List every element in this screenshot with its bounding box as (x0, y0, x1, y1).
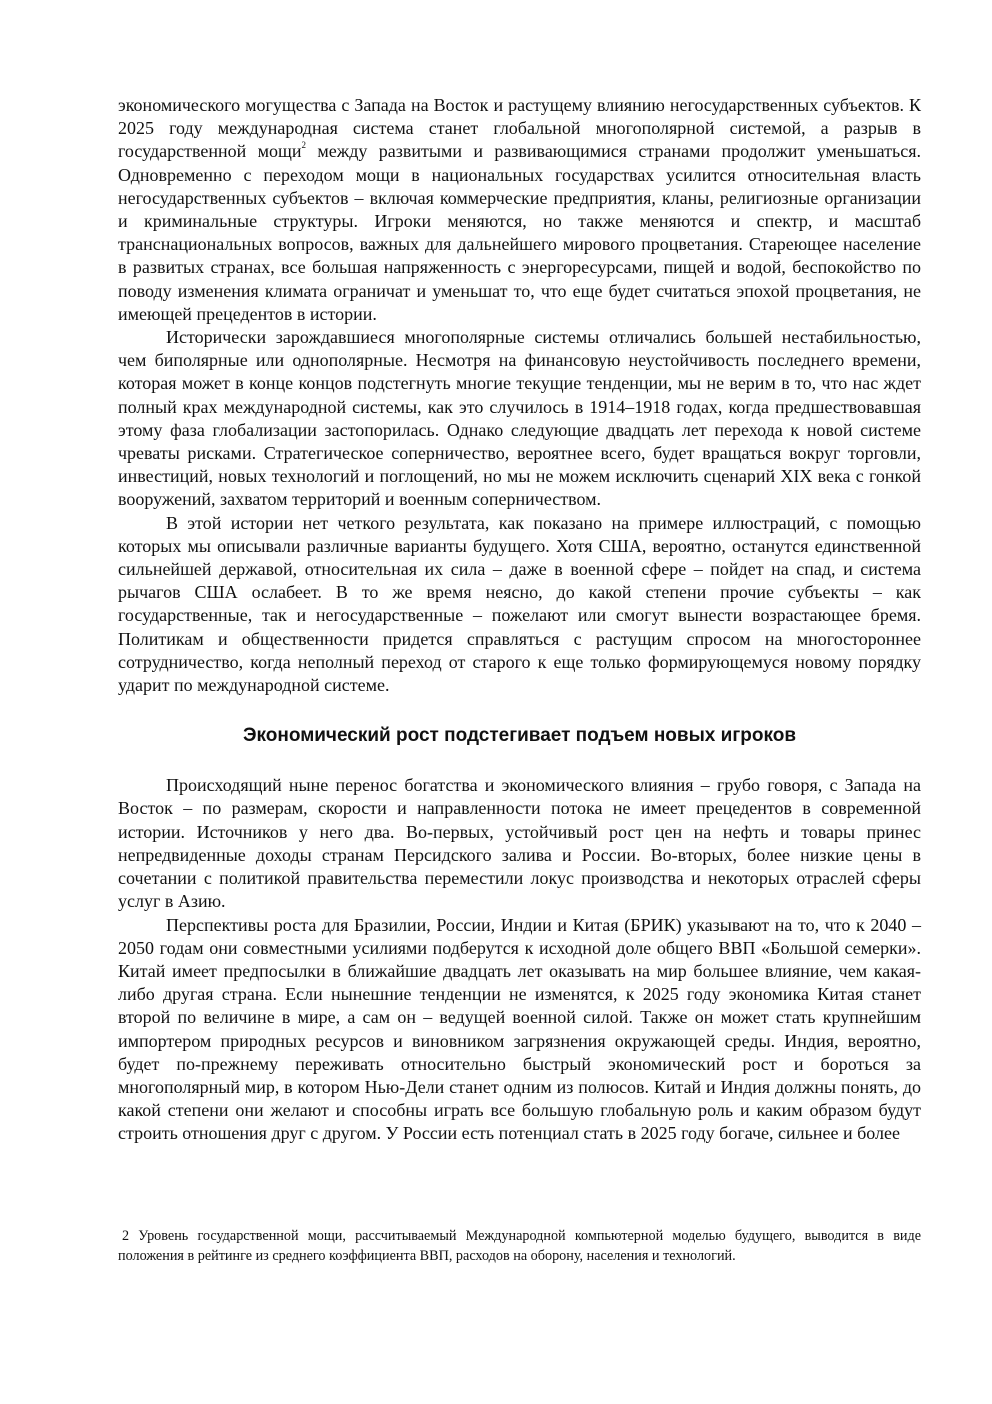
paragraph-1-text-b: между развитыми и развивающимися странами продолжит уменьшаться. Одновременно с переходом мощи в национальных государствах усилится относительная власть негосударственных субъектов – включая коммерческие предприятия, кланы, религиозные организации и криминальные структуры. Игроки меняются, но также меняются и спектр, и масштаб транснациональных вопросов, важных для дальнейшего мирового процветания. Стареющее население в развитых странах, все большая напряженность с энергоресурсами, пищей и водой, беспокойство по поводу изменения климата ограничат и уменьшат то, что еще будет считаться эпохой процветания, не имеющей прецедентов в истории. (118, 141, 922, 324)
paragraph-1-text-a: экономического могущества с Запада на Восток и растущему влиянию негосударственных субъектов. К 2025 году международная система станет глобальной многополярной системой, а разрыв в государственной мощи (118, 95, 921, 162)
paragraph-3: В этой истории нет четкого результата, как показано на примере иллюстраций, с помощью которых мы описывали различные варианты будущего. Хотя США, вероятно, останутся единственной сильнейшей державой, относительная их сила – даже в военной сфере – пойдет на спад, и система рычагов США ослабеет. В то же время неясно, до какой степени прочие субъекты – как государственные, так и негосударственные – пожелают или смогут вынести возрастающее бремя. Политикам и общественности придется справляться с растущим спросом на многостороннее сотрудничество, когда неполный переход от старого к еще только формирующемуся новому порядку ударит по международной системе. (118, 512, 921, 696)
footnote (118, 1227, 921, 1266)
paragraph-4: Происходящий ныне перенос богатства и экономического влияния – грубо говоря, с Запада на Восток – по размерам, скорости и направленности потока не имеет прецедентов в современной истории. Источников у него два. Во-первых, устойчивый рост цен на нефть и товары принес непредвиденные доходы странам Персидского залива и России. Во-вторых, более низкие цены в сочетании с политикой правительства переместили локус производства и некоторых отраслей сферы услуг в Азию. (118, 775, 921, 912)
paragraph-5: Перспективы роста для Бразилии, России, Индии и Китая (БРИК) указывают на то, что к 2040 – 2050 годам они совместными усилиями подберутся к исходной доле общего ВВП «Большой семерки». Китай имеет предпосылки в ближайшие двадцать лет оказывать на мир большее влияние, чем какая-либо другая страна. Если нынешние тенденции не изменятся, к 2025 году экономика Китая станет второй по величине в мире, а сам он – ведущей военной силой. Также он может стать крупнейшим импортером природных ресурсов и виновником загрязнения окружающей среды. Индия, вероятно, будет по-прежнему переживать относительно быстрый экономический рост и бороться за многополярный мир, в котором Нью-Дели станет одним из полюсов. Китай и Индия должны понять, до какой степени они желают и способны играть все большую глобальную роль и каким образом будут строить отношения друг с другом. У России есть потенциал стать в 2025 году богаче, сильнее и более (118, 914, 921, 1144)
document-page (118, 94, 921, 1146)
footnote-reference[interactable]: 2 (301, 140, 307, 151)
paragraph-2: Исторически зарождавшиеся многополярные системы отличались большей нестабильностью, чем биполярные или однополярные. Несмотря на финансовую неустойчивость последнего времени, которая может в конце концов подстегнуть многие текущие тенденции, мы не верим в то, что нас ждет полный крах международной системы, как это случилось в 1914–1918 годах, когда предшествовавшая этому фаза глобализации застопорилась. Однако следующие двадцать лет перехода к новой системе чреваты рисками. Стратегическое соперничество, вероятнее всего, будет вращаться вокруг торговли, инвестиций, новых технологий и поглощений, но мы не можем исключить сценарий XIX века с гонкой вооружений, захватом территорий и военным соперничеством. (118, 327, 921, 510)
paragraph-1 (118, 94, 921, 326)
footnote-text: Уровень государственной мощи, рассчитываемый Международной компьютерной моделью будущего, выводится в виде положения в рейтинге из среднего коэффициента ВВП, расходов на оборону, населения и технологий. (118, 1228, 922, 1264)
section-heading: Экономический рост подстегивает подъем новых игроков (242, 725, 797, 747)
footnote-number: 2 (122, 1228, 130, 1244)
